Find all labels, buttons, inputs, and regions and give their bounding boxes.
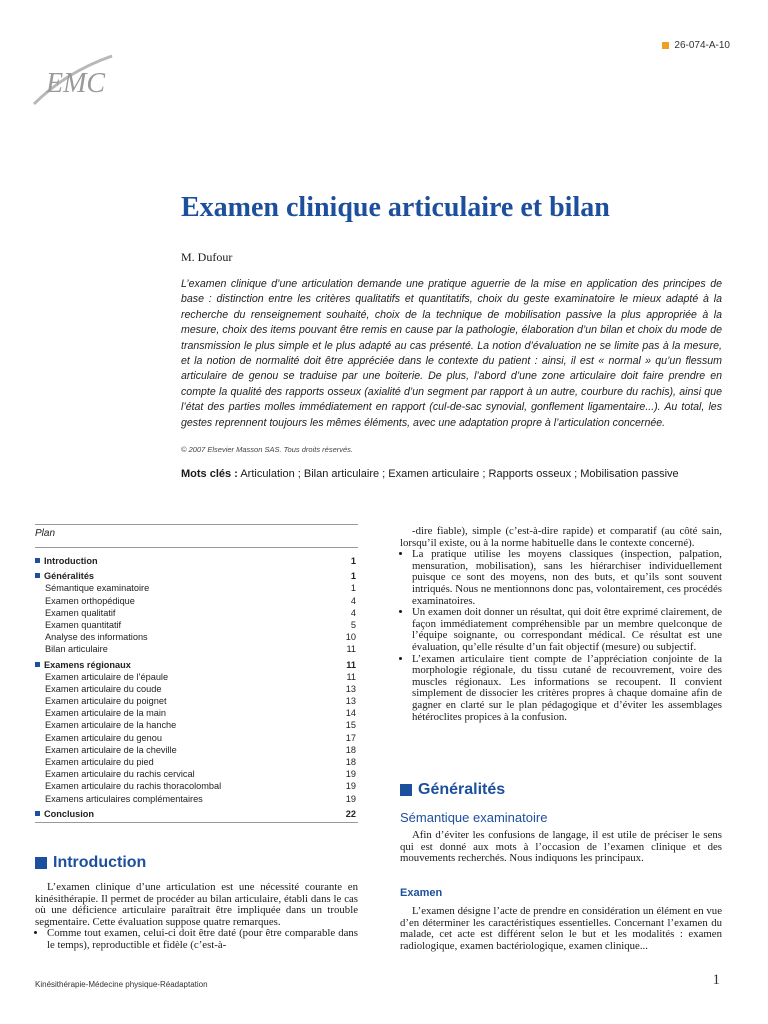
plan-item-page: 1 xyxy=(350,571,356,582)
plan-item-label: Examen quantitatif xyxy=(45,619,122,630)
svg-text:EMC: EMC xyxy=(46,68,106,99)
plan-item-label: Examen articulaire du genou xyxy=(45,732,162,743)
journal-footer: Kinésithérapie-Médecine physique-Réadaptation xyxy=(35,980,208,989)
plan-item-page: 15 xyxy=(345,720,356,731)
plan-item-page: 13 xyxy=(345,696,356,707)
plan-section-row xyxy=(35,570,358,582)
plan-item-label: Sémantique examinatoire xyxy=(45,583,150,594)
plan-item-label: Examen articulaire de la hanche xyxy=(45,720,177,731)
list-item: • L’examen articulaire tient compte de l’appréciation conjointe de la morphologie régionale, du tissu cutané de recouvrement, voire des muscles régionaux. Les informations se recoupent. Il convient simplement de dissocier les critères propres à chaque domaine afin de gagner en clarté sur le plan pédagogique et d’éviter les assemblages hétéroclites propices à la confusion. xyxy=(412,654,722,724)
examen-body xyxy=(400,906,722,952)
generalites-heading: Généralités xyxy=(400,781,505,799)
plan-item-page: 22 xyxy=(345,808,356,819)
plan-item-page: 11 xyxy=(346,659,356,670)
plan-item-page: 11 xyxy=(346,671,356,682)
plan-item-page: 4 xyxy=(350,607,356,618)
keywords-list: Articulation ; Bilan articulaire ; Examen articulaire ; Rapports osseux ; Mobilisation passive xyxy=(240,468,679,480)
plan-subsection-row xyxy=(35,683,358,695)
page-number: 1 xyxy=(712,972,720,988)
semantique-heading: Sémantique examinatoire xyxy=(400,810,548,825)
table-of-contents xyxy=(35,524,358,823)
introduction-heading: Introduction xyxy=(35,854,146,872)
plan-item-page: 10 xyxy=(345,632,356,643)
plan-item-label: Examen qualitatif xyxy=(45,607,116,618)
reference-number: 26-074-A-10 xyxy=(674,40,730,51)
plan-rows xyxy=(35,555,358,820)
plan-subsection-row xyxy=(35,756,358,768)
plan-item-label: Analyse des informations xyxy=(45,632,148,643)
right-column-bullets xyxy=(400,549,722,723)
emc-logo xyxy=(26,52,118,108)
plan-subsection-row xyxy=(35,793,358,805)
square-bullet-icon xyxy=(35,811,40,816)
plan-subsection-row xyxy=(35,707,358,719)
list-item: • La pratique utilise les moyens classiques (inspection, palpation, mensuration, mobilisation), sans les hiérarchiser individuellement puisque ce sont des moyens, non des buts, et qu’ils sont souvent intriqués. Nous ne mentionnons donc pas, volontairement, ces procédés examinatoires. xyxy=(412,549,722,607)
plan-item-page: 18 xyxy=(345,744,356,755)
keywords-label: Mots clés : xyxy=(181,468,238,480)
plan-item-label: Examen articulaire de la cheville xyxy=(45,744,177,755)
keywords-line xyxy=(181,468,679,480)
plan-subsection-row xyxy=(35,719,358,731)
square-bullet-icon xyxy=(35,662,40,667)
plan-item-label: Examen orthopédique xyxy=(45,595,135,606)
plan-item-page: 4 xyxy=(350,595,356,606)
plan-subsection-row xyxy=(35,582,358,594)
plan-section-row xyxy=(35,555,358,567)
introduction-bullets xyxy=(35,928,358,951)
square-bullet-icon xyxy=(35,857,47,869)
plan-subsection-row xyxy=(35,695,358,707)
plan-section-row xyxy=(35,659,358,671)
plan-section-row xyxy=(35,808,358,820)
orange-square-icon xyxy=(662,42,669,49)
introduction-paragraph: L’examen clinique d’une articulation est une nécessité courante en kinésithérapie. Il permet de procéder au bilan articulaire, établi dans le cas où une déficience articulaire paraîtrait être impliquée dans un trouble segmentaire. Cette évaluation suppose quatre remarques. xyxy=(35,881,358,928)
plan-item-page: 13 xyxy=(345,683,356,694)
copyright-notice: © 2007 Elsevier Masson SAS. Tous droits réservés. xyxy=(181,445,353,454)
plan-title: Plan xyxy=(35,525,358,548)
plan-item-label: Examen articulaire du poignet xyxy=(45,696,167,707)
plan-item-label: Examen articulaire du pied xyxy=(45,757,154,767)
article-author: M. Dufour xyxy=(181,250,233,264)
plan-item-page: 14 xyxy=(345,708,356,719)
plan-item-label: Examens régionaux xyxy=(35,659,131,671)
square-bullet-icon xyxy=(35,573,40,578)
plan-subsection-row xyxy=(35,732,358,744)
semantique-paragraph: Afin d’éviter les confusions de langage, il est utile de préciser le sens qui est donné aux mots à l’occasion de l’examen clinique et des mouvements recherchés. Nous indiquons les principaux. xyxy=(400,829,722,865)
square-bullet-icon xyxy=(35,558,40,563)
plan-item-label: Examen articulaire du rachis cervical xyxy=(45,769,195,780)
examen-paragraph: L’examen désigne l’acte de prendre en considération un élément en vue d’en déterminer les caractéristiques essentielles. Concernant l’examen du malade, cet acte est différent selon le but et les modalités : examen radiologique, examen bactériologique, examen clinique... xyxy=(400,905,722,952)
plan-item-page: 1 xyxy=(350,583,356,594)
semantique-body xyxy=(400,830,722,865)
right-column-body xyxy=(400,526,722,723)
plan-item-label: Examen articulaire de l’épaule xyxy=(45,671,169,682)
list-item: • Comme tout examen, celui-ci doit être daté (pour être comparable dans le temps), reproductible et fidèle (c’est-à- xyxy=(47,928,358,951)
plan-item-label: Examen articulaire du rachis thoracolombal xyxy=(45,781,222,792)
reference-code xyxy=(662,40,730,51)
introduction-body xyxy=(35,882,358,952)
article-abstract: L’examen clinique d’une articulation demande une pratique aguerrie de la mise en application des principes de base : distinction entre les critères qualitatifs et quantitatifs, choix du geste examinatoire le mieux adapté à la recherche du renseignement souhaité, choix de la technique de mobilisation passive la plus appropriée à la mesure, choix des items pouvant être remis en cause par la pathologie, élaboration d’un bilan et choix du mode de transmission le plus simple et le plus adapté au cas présenté. La notion d’évaluation ne se limite pas à la mesure, et la notion de normalité doit être appréciée dans le contexte du patient : ainsi, il est « normal » qu’un flessum articulaire de genou se traduise par une boiterie. De plus, l’abord d’une zone articulaire doit faire prendre en compte la qualité des rapports osseux (axialité d’un segment par rapport à un autre, courbure du rachis), ainsi que l’état des parties molles immédiatement en rapport (cul-de-sac synovial, gonflement ligamentaire...). Au total, les gestes reprennent toujours les mêmes éléments, avec une adaptation propre à l’articulation concernée. xyxy=(181,278,722,429)
plan-item-label: Conclusion xyxy=(35,808,94,820)
continuation-text: -dire fiable), simple (c’est-à-dire rapide) et comparatif (au côté sain, lorsqu’il existe, ou à la norme habituelle dans le contexte concerné). xyxy=(400,525,722,549)
plan-item-page: 1 xyxy=(350,556,356,566)
examen-heading: Examen xyxy=(400,887,443,899)
plan-subsection-row xyxy=(35,595,358,607)
plan-item-page: 19 xyxy=(345,769,356,780)
plan-item-page: 19 xyxy=(345,781,356,792)
plan-subsection-row xyxy=(35,607,358,619)
plan-subsection-row xyxy=(35,631,358,643)
plan-item-page: 18 xyxy=(345,757,356,767)
square-bullet-icon xyxy=(400,784,412,796)
plan-item-page: 19 xyxy=(345,793,356,804)
plan-item-label: Examen articulaire de la main xyxy=(45,708,167,719)
plan-subsection-row xyxy=(35,643,358,655)
plan-item-label: Généralités xyxy=(35,570,94,582)
plan-item-page: 17 xyxy=(345,732,356,743)
plan-subsection-row xyxy=(35,671,358,683)
article-title: Examen clinique articulaire et bilan xyxy=(181,192,610,223)
plan-item-label: Examen articulaire du coude xyxy=(45,683,162,694)
list-item: • Un examen doit donner un résultat, qui doit être exprimé clairement, de façon immédiatement compréhensible par un membre quelconque de l’équipe soignante, ou correspondant médical. Ce résultat est une évaluation, qu’elle résulte d’un fait objectif (mesure) ou subjectif. xyxy=(412,607,722,653)
plan-item-page: 5 xyxy=(350,619,356,630)
plan-item-label: Bilan articulaire xyxy=(45,644,108,655)
plan-subsection-row xyxy=(35,780,358,792)
plan-item-label: Examens articulaires complémentaires xyxy=(45,793,203,804)
plan-subsection-row xyxy=(35,768,358,780)
plan-item-page: 11 xyxy=(346,644,356,655)
plan-subsection-row xyxy=(35,744,358,756)
plan-subsection-row xyxy=(35,619,358,631)
plan-item-label: Introduction xyxy=(35,555,98,567)
